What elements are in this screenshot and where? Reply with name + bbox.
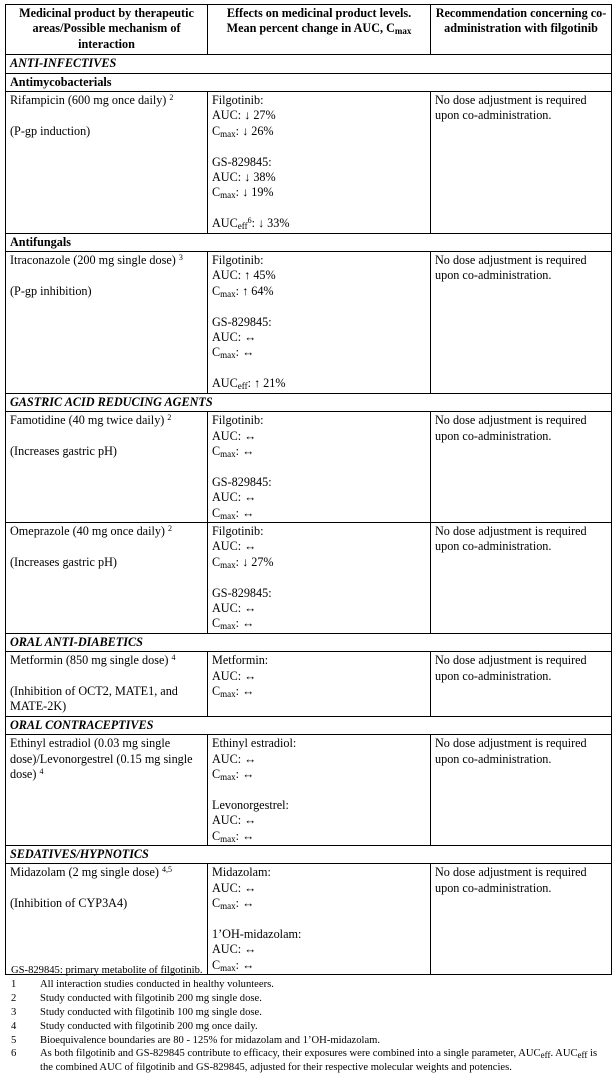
ref-marker: 2 (167, 413, 172, 423)
ref-marker: 3 (178, 253, 183, 263)
text-fragment: max (220, 833, 236, 844)
analyte-label: GS-829845: (212, 154, 272, 169)
text-fragment: eff (577, 1050, 588, 1061)
text-fragment: : (235, 443, 243, 458)
text-fragment: 1 (11, 978, 17, 990)
section-row (6, 633, 612, 651)
header-col-effects (208, 5, 431, 55)
text-fragment: AUC: (212, 813, 245, 828)
text-fragment: : (235, 283, 243, 298)
cell-product (6, 252, 208, 394)
ref-marker: 4 (39, 766, 44, 776)
header-col-recommendation: Recommendation concerning co-administration with filgotinib (431, 5, 612, 55)
table-row (6, 252, 612, 394)
auc-line (212, 170, 426, 185)
text-fragment: ↑ 64% (242, 283, 274, 298)
text-fragment: C (212, 123, 221, 138)
section-gastric: GASTRIC ACID REDUCING AGENTS (6, 393, 612, 411)
text-fragment: AUC: (212, 330, 245, 345)
text-fragment: ↓ 27% (244, 108, 276, 123)
analyte-label: Levonorgestrel: (212, 797, 289, 812)
cmax-line (212, 616, 426, 631)
analyte-label: Midazolam: (212, 865, 271, 880)
cell-recommendation: No dose adjustment is required upon co-administration. (431, 92, 612, 234)
mechanism: (Inhibition of CYP3A4) (10, 896, 128, 911)
auc-line (212, 268, 426, 283)
interaction-table (5, 4, 612, 975)
text-fragment: : (235, 828, 243, 843)
text-fragment: ↔ (242, 443, 255, 458)
text-fragment: ↓ 26% (242, 123, 274, 138)
text-fragment: : (235, 616, 243, 631)
cell-effects (208, 735, 431, 846)
auc-line (212, 330, 426, 345)
cmax-line (212, 506, 426, 521)
section-row (6, 846, 612, 864)
analyte-label: GS-829845: (212, 474, 272, 489)
text-fragment: : (235, 185, 243, 200)
drug-name: Rifampicin (600 mg once daily) (10, 93, 170, 108)
text-fragment: AUC: (212, 490, 245, 505)
text-fragment: ↔ (242, 828, 255, 843)
footnote (11, 1047, 611, 1075)
text-fragment: C (212, 828, 221, 843)
text-fragment: ↔ (244, 880, 257, 895)
cell-recommendation: No dose adjustment is required upon co-administration. (431, 412, 612, 523)
footnote (11, 978, 611, 992)
text-fragment: : (235, 554, 243, 569)
text-fragment: C (212, 443, 221, 458)
cmax-line (212, 767, 426, 782)
drug-name: Omeprazole (40 mg once daily) (10, 523, 169, 538)
section-row (6, 716, 612, 734)
text-fragment: : (235, 766, 243, 781)
cell-recommendation: No dose adjustment is required upon co-administration. (431, 735, 612, 846)
text-fragment: AUC (555, 1048, 578, 1060)
text-fragment: 3 (11, 1006, 17, 1018)
section-anti-diabetics: ORAL ANTI-DIABETICS (6, 633, 612, 651)
header-cmax-sub: max (394, 26, 412, 37)
analyte-label: Ethinyl estradiol: (212, 736, 297, 751)
analyte-label: 1’OH-midazolam: (212, 927, 302, 942)
text-fragment: AUC (212, 216, 238, 231)
text-fragment: 6 (11, 1048, 17, 1060)
section-anti-infectives: ANTI-INFECTIVES (6, 55, 612, 73)
text-fragment: ↔ (242, 896, 255, 911)
text-fragment: AUC: (212, 170, 245, 185)
text-fragment: ↓ 38% (244, 170, 276, 185)
analyte-label: Filgotinib: (212, 253, 264, 268)
text-fragment: : ↓ 33% (251, 216, 290, 231)
header-col-product: Medicinal product by therapeutic areas/Possible mechanism of interaction (6, 5, 208, 55)
footnote (11, 1020, 611, 1034)
text-fragment: max (220, 688, 236, 699)
text-fragment: ↔ (242, 345, 255, 360)
text-fragment: AUC: (212, 668, 245, 683)
drug-name: Famotidine (40 mg twice daily) (10, 413, 168, 428)
analyte-label: Metformin: (212, 653, 269, 668)
text-fragment: : (235, 683, 243, 698)
footnote (11, 1034, 611, 1048)
text-fragment: . (550, 1048, 554, 1060)
text-fragment: ↔ (244, 751, 257, 766)
text-fragment: Bioequivalence boundaries are 80 - 125% for midazolam and 1’OH-midazolam. (40, 1034, 381, 1046)
header-effects-text: Effects on medicinal product levels. Mean percent change in AUC, C (226, 6, 412, 36)
text-fragment: AUC (212, 376, 238, 391)
text-fragment: max (220, 901, 236, 912)
text-fragment: 6 (247, 216, 252, 226)
footnote (11, 1006, 611, 1020)
text-fragment: C (212, 957, 221, 972)
text-fragment: ↔ (244, 539, 257, 554)
drug-name: Metformin (850 mg single dose) (10, 653, 172, 668)
auc-line (212, 942, 426, 957)
table-row (6, 92, 612, 234)
text-fragment: : (235, 957, 243, 972)
table-row (6, 412, 612, 523)
cmax-line (212, 444, 426, 459)
subsection-row (6, 73, 612, 91)
auc-line (212, 490, 426, 505)
text-fragment: ↓ 27% (242, 554, 274, 569)
cell-recommendation: No dose adjustment is required upon co-administration. (431, 252, 612, 394)
cell-effects (208, 522, 431, 633)
text-fragment: AUC: (212, 600, 245, 615)
cmax-line (212, 124, 426, 139)
table-header-row (6, 5, 612, 55)
cmax-line (212, 185, 426, 200)
mechanism: (Increases gastric pH) (10, 554, 117, 569)
text-fragment: ↔ (242, 505, 255, 520)
table-row (6, 735, 612, 846)
text-fragment: max (220, 510, 236, 521)
section-sedatives: SEDATIVES/HYPNOTICS (6, 846, 612, 864)
text-fragment: ↓ 19% (242, 185, 274, 200)
text-fragment: : ↑ 21% (247, 376, 286, 391)
auc-line (212, 601, 426, 616)
text-fragment: C (212, 345, 221, 360)
cell-effects (208, 92, 431, 234)
text-fragment: ↔ (244, 428, 257, 443)
text-fragment: All interaction studies conducted in healthy volunteers. (40, 978, 274, 990)
section-contraceptives: ORAL CONTRACEPTIVES (6, 716, 612, 734)
text-fragment: eff (540, 1050, 551, 1061)
analyte-label: Filgotinib: (212, 523, 264, 538)
text-fragment: C (212, 554, 221, 569)
mechanism: (P-gp inhibition) (10, 283, 92, 298)
text-fragment: : (235, 505, 243, 520)
text-fragment: ↔ (242, 957, 255, 972)
text-fragment: Study conducted with filgotinib 100 mg single dose. (40, 1006, 262, 1018)
text-fragment: max (220, 621, 236, 632)
table-row (6, 864, 612, 975)
text-fragment: AUC: (212, 108, 245, 123)
text-fragment: : (235, 123, 243, 138)
cell-product (6, 92, 208, 234)
analyte-label: GS-829845: (212, 314, 272, 329)
drug-name: Midazolam (2 mg single dose) (10, 865, 162, 880)
mechanism: (P-gp induction) (10, 123, 91, 138)
cell-recommendation: No dose adjustment is required upon co-administration. (431, 864, 612, 975)
subsection-row (6, 233, 612, 251)
text-fragment: eff (237, 381, 248, 392)
text-fragment: C (212, 185, 221, 200)
text-fragment: ↔ (244, 600, 257, 615)
text-fragment: max (220, 128, 236, 139)
text-fragment: ↔ (244, 330, 257, 345)
text-fragment: 4 (11, 1020, 17, 1032)
auc-line (212, 429, 426, 444)
text-fragment: max (220, 190, 236, 201)
text-fragment: AUC: (212, 942, 245, 957)
text-fragment: C (212, 283, 221, 298)
auc-eff-line (212, 216, 426, 231)
cell-recommendation: No dose adjustment is required upon co-administration. (431, 652, 612, 717)
cmax-line (212, 555, 426, 570)
cell-product (6, 652, 208, 717)
cell-effects (208, 412, 431, 523)
text-fragment: ↔ (244, 668, 257, 683)
footnote-intro: GS-829845: primary metabolite of filgotinib. (11, 965, 203, 976)
cmax-line (212, 284, 426, 299)
mechanism: (Increases gastric pH) (10, 443, 117, 458)
text-fragment: 5 (11, 1034, 17, 1046)
subsection-antimycobacterials: Antimycobacterials (6, 73, 612, 91)
text-fragment: ↑ 45% (244, 268, 276, 283)
footnotes (11, 964, 611, 1075)
ref-marker: 2 (168, 523, 173, 533)
text-fragment: ↔ (244, 813, 257, 828)
mechanism: (Inhibition of OCT2, MATE1, and MATE-2K) (10, 683, 178, 714)
cell-recommendation: No dose adjustment is required upon co-administration. (431, 522, 612, 633)
table-row (6, 652, 612, 717)
text-fragment: C (212, 683, 221, 698)
auc-line (212, 108, 426, 123)
analyte-label: Filgotinib: (212, 413, 264, 428)
text-fragment: AUC: (212, 539, 245, 554)
text-fragment: : (235, 896, 243, 911)
cmax-line (212, 345, 426, 360)
text-fragment: max (220, 559, 236, 570)
auc-line (212, 539, 426, 554)
cell-effects (208, 864, 431, 975)
cmax-line (212, 896, 426, 911)
auc-eff-line (212, 376, 426, 391)
text-fragment: C (212, 505, 221, 520)
auc-line (212, 669, 426, 684)
footnote (11, 992, 611, 1006)
text-fragment: max (220, 350, 236, 361)
text-fragment: ↔ (244, 490, 257, 505)
text-fragment: max (220, 771, 236, 782)
text-fragment: ↔ (242, 616, 255, 631)
text-fragment: max (220, 288, 236, 299)
text-fragment: ↔ (244, 942, 257, 957)
text-fragment: : (235, 345, 243, 360)
text-fragment: 2 (11, 992, 17, 1004)
cell-effects (208, 252, 431, 394)
cell-product (6, 522, 208, 633)
text-fragment: AUC: (212, 428, 245, 443)
cmax-line (212, 684, 426, 699)
drug-name: Itraconazole (200 mg single dose) (10, 253, 179, 268)
text-fragment: ↔ (242, 683, 255, 698)
ref-marker: 2 (169, 93, 174, 103)
section-row (6, 55, 612, 73)
text-fragment: As both filgotinib and GS-829845 contribute to efficacy, their exposures were combined into a single parameter, AUC (40, 1048, 541, 1060)
auc-line (212, 813, 426, 828)
cell-effects (208, 652, 431, 717)
analyte-label: Filgotinib: (212, 93, 264, 108)
text-fragment: eff (237, 221, 248, 232)
drug-name: Ethinyl estradiol (0.03 mg single dose)/Levonorgestrel (0.15 mg single dose) (10, 736, 193, 781)
text-fragment: C (212, 766, 221, 781)
table-row (6, 522, 612, 633)
text-fragment: AUC: (212, 751, 245, 766)
cell-product (6, 412, 208, 523)
text-fragment: Study conducted with filgotinib 200 mg once daily. (40, 1020, 258, 1032)
ref-marker: 4 (171, 653, 176, 663)
auc-line (212, 752, 426, 767)
text-fragment: C (212, 896, 221, 911)
ref-marker: 4,5 (161, 865, 172, 875)
text-fragment: max (220, 962, 236, 973)
text-fragment: AUC: (212, 268, 245, 283)
text-fragment: is the combined AUC of filgotinib and GS-829845, adjusted for their respective molecular weights and potencies. (40, 1048, 598, 1074)
text-fragment: C (212, 616, 221, 631)
text-fragment: Study conducted with filgotinib 200 mg single dose. (40, 992, 262, 1004)
subsection-antifungals: Antifungals (6, 233, 612, 251)
section-row (6, 393, 612, 411)
cmax-line (212, 829, 426, 844)
auc-line (212, 881, 426, 896)
text-fragment: ↔ (242, 766, 255, 781)
text-fragment: AUC: (212, 880, 245, 895)
cell-product (6, 864, 208, 975)
analyte-label: GS-829845: (212, 585, 272, 600)
text-fragment: max (220, 448, 236, 459)
cell-product (6, 735, 208, 846)
